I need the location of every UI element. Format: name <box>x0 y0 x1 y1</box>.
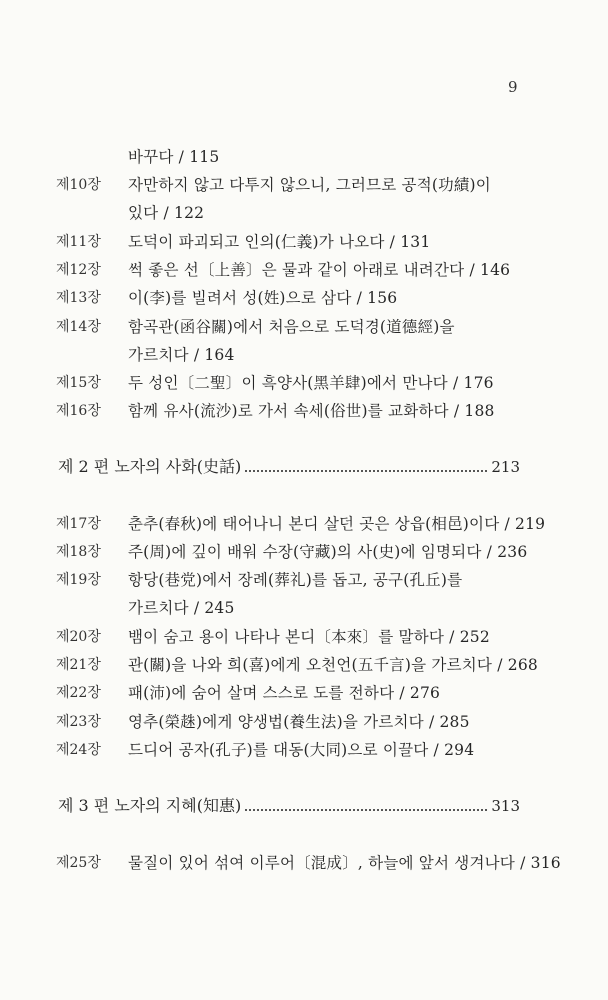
toc-entry <box>0 313 608 341</box>
chapter-title: 영추(榮趎)에게 양생법(養生法)을 가르치다 / 285 <box>128 713 470 731</box>
toc-entry <box>0 623 608 651</box>
part-heading <box>58 453 520 481</box>
chapter-title: 드디어 공자(孔子)를 대동(大同)으로 이끌다 / 294 <box>128 741 475 759</box>
chapter-title: 가르치다 / 164 <box>128 346 235 364</box>
chapter-title: 뱀이 숨고 용이 나타나 본디〔本來〕를 말하다 / 252 <box>128 628 490 646</box>
chapter-title: 패(沛)에 숨어 살며 스스로 도를 전하다 / 276 <box>128 684 441 702</box>
toc-entry <box>0 594 608 622</box>
chapter-title: 도덕이 파괴되고 인의(仁義)가 나오다 / 131 <box>128 233 431 251</box>
chapter-number: 제10장 <box>56 177 101 193</box>
chapter-number: 제11장 <box>56 234 101 250</box>
chapter-title: 주(周)에 깊이 배워 수장(守藏)의 사(史)에 임명되다 / 236 <box>128 543 528 561</box>
toc-entry <box>0 566 608 594</box>
chapter-number: 제24장 <box>56 742 101 758</box>
chapter-number: 제18장 <box>56 544 101 560</box>
chapter-title: 두 성인〔二聖〕이 흑양사(黑羊肆)에서 만나다 / 176 <box>128 374 494 392</box>
part-page: 213 <box>491 458 520 476</box>
chapter-title: 함께 유사(流沙)로 가서 속세(俗世)를 교화하다 / 188 <box>128 402 495 420</box>
chapter-title: 관(關)을 나와 희(喜)에게 오천언(五千言)을 가르치다 / 268 <box>128 656 538 674</box>
part-title: 제 3 편 노자의 지혜(知惠) <box>58 796 242 815</box>
part-title: 제 2 편 노자의 사화(史話) <box>58 457 242 476</box>
toc-entry <box>0 538 608 566</box>
toc-entry <box>0 256 608 284</box>
chapter-number: 제22장 <box>56 685 101 701</box>
chapter-title: 가르치다 / 245 <box>128 599 235 617</box>
toc-entry <box>0 510 608 538</box>
chapter-title: 춘추(春秋)에 태어나니 본디 살던 곳은 상읍(相邑)이다 / 219 <box>128 515 546 533</box>
chapter-number: 제17장 <box>56 516 101 532</box>
part-heading <box>58 792 520 820</box>
toc-entry <box>0 341 608 369</box>
dot-leader <box>245 794 487 811</box>
chapter-number: 제12장 <box>56 262 101 278</box>
chapter-title: 항당(巷党)에서 장례(葬礼)를 돕고, 공구(孔丘)를 <box>128 571 463 589</box>
chapter-title: 물질이 있어 섞여 이루어〔混成〕, 하늘에 앞서 생겨나다 / 316 <box>128 854 561 872</box>
part-page: 313 <box>491 797 520 815</box>
chapter-number: 제25장 <box>56 855 101 871</box>
page-number: 9 <box>508 78 518 96</box>
chapter-number: 제13장 <box>56 290 101 306</box>
chapter-title: 자만하지 않고 다투지 않으니, 그러므로 공적(功績)이 <box>128 176 491 194</box>
toc-entry <box>0 651 608 679</box>
chapter-title: 썩 좋은 선〔上善〕은 물과 같이 아래로 내려간다 / 146 <box>128 261 511 279</box>
toc-entry <box>0 171 608 199</box>
chapter-title: 있다 / 122 <box>128 204 205 222</box>
dot-leader <box>245 455 487 472</box>
chapter-title: 이(李)를 빌려서 성(姓)으로 삼다 / 156 <box>128 289 398 307</box>
chapter-number: 제19장 <box>56 572 101 588</box>
chapter-number: 제23장 <box>56 714 101 730</box>
toc-entry <box>0 284 608 312</box>
toc-entry <box>0 369 608 397</box>
chapter-number: 제20장 <box>56 629 101 645</box>
chapter-number: 제21장 <box>56 657 101 673</box>
toc-entry <box>0 849 608 877</box>
chapter-title: 함곡관(函谷關)에서 처음으로 도덕경(道德經)을 <box>128 318 455 336</box>
chapter-title: 바꾸다 / 115 <box>128 148 220 166</box>
toc-entry <box>0 708 608 736</box>
chapter-number: 제15장 <box>56 375 101 391</box>
toc-entry <box>0 679 608 707</box>
chapter-number: 제16장 <box>56 403 101 419</box>
toc-entry <box>0 199 608 227</box>
toc-entry <box>0 143 608 171</box>
toc-entry <box>0 736 608 764</box>
chapter-number: 제14장 <box>56 319 101 335</box>
toc-entry <box>0 397 608 425</box>
toc-entry <box>0 228 608 256</box>
